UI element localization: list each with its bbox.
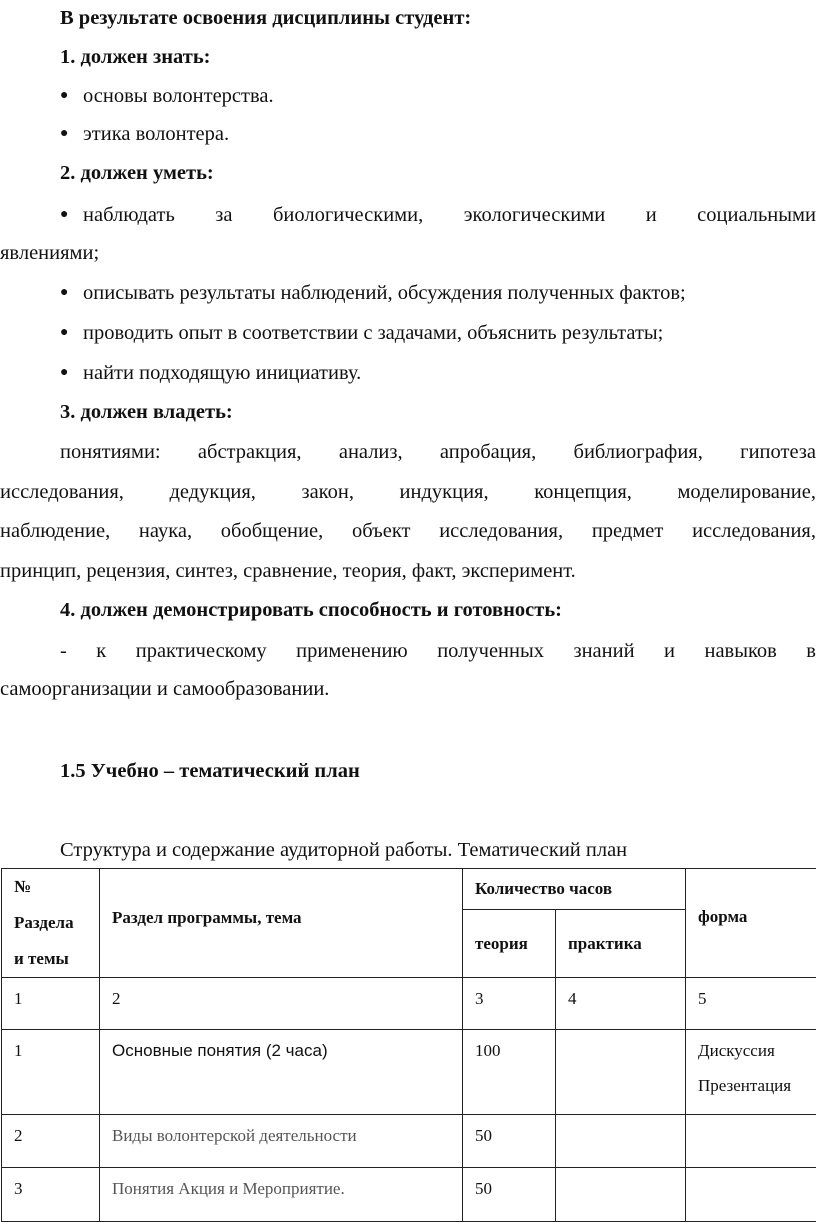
table-row	[2, 1115, 816, 1168]
outcomes-intro: В результате освоения дисциплины студент:	[60, 5, 471, 31]
able-heading: 2. должен уметь:	[60, 160, 214, 186]
row-practice	[556, 1115, 686, 1168]
master-line: принцип, рецензия, синтез, сравнение, теория, факт, эксперимент.	[0, 558, 576, 584]
able-item: проводить опыт в соответствии с задачами, объяснить результаты;	[83, 320, 663, 346]
demonstrate-line: самоорганизации и самообразовании.	[0, 676, 329, 702]
bullet-icon: ●	[60, 121, 68, 147]
column-number: 1	[2, 978, 100, 1030]
row-form	[686, 1168, 816, 1222]
column-number: 5	[686, 978, 816, 1030]
row-theory: 50	[463, 1115, 556, 1168]
plan-caption: Структура и содержание аудиторной работы. Тематический план	[60, 837, 627, 863]
header-section-number: № Раздела и темы	[2, 869, 100, 978]
bullet-icon: ●	[60, 280, 68, 306]
row-number: 1	[2, 1030, 100, 1115]
row-topic: Виды волонтерской деятельности	[100, 1115, 463, 1168]
header-form: форма	[686, 869, 816, 978]
plan-heading: 1.5 Учебно – тематический план	[60, 758, 360, 784]
table-row	[2, 1168, 816, 1222]
know-item: этика волонтера.	[83, 121, 229, 147]
able-item: наблюдать за биологическими, экологическими и социальными	[83, 202, 816, 228]
row-practice	[556, 1168, 686, 1222]
bullet-icon: ●	[60, 83, 68, 109]
demonstrate-line: - к практическому применению полученных знаний и навыков в	[60, 638, 816, 664]
master-line: наблюдение, наука, обобщение, объект исследования, предмет исследования,	[0, 518, 816, 544]
know-heading: 1. должен знать:	[60, 44, 211, 70]
master-heading: 3. должен владеть:	[60, 399, 233, 425]
able-item-continuation: явлениями;	[0, 240, 99, 266]
column-number: 3	[463, 978, 556, 1030]
header-section-topic: Раздел программы, тема	[100, 869, 463, 978]
header-theory: теория	[463, 910, 556, 978]
table-row	[2, 978, 816, 1030]
row-topic: Основные понятия (2 часа)	[100, 1030, 463, 1115]
row-theory: 100	[463, 1030, 556, 1115]
bullet-icon: ●	[60, 320, 68, 346]
row-topic: Понятия Акция и Мероприятие.	[100, 1168, 463, 1222]
thematic-plan-table	[1, 868, 816, 1222]
row-form: Дискуссия Презентация	[686, 1030, 816, 1115]
row-form	[686, 1115, 816, 1168]
table-row	[2, 1030, 816, 1115]
master-line: исследования, дедукция, закон, индукция, концепция, моделирование,	[0, 479, 816, 505]
column-number: 4	[556, 978, 686, 1030]
row-number: 3	[2, 1168, 100, 1222]
demonstrate-heading: 4. должен демонстрировать способность и готовность:	[60, 597, 562, 623]
know-item: основы волонтерства.	[83, 83, 274, 109]
row-number: 2	[2, 1115, 100, 1168]
bullet-icon: ●	[60, 202, 68, 228]
header-hours: Количество часов	[463, 869, 686, 910]
row-practice	[556, 1030, 686, 1115]
row-theory: 50	[463, 1168, 556, 1222]
bullet-icon: ●	[60, 360, 68, 386]
table-header-row	[2, 869, 816, 910]
master-line: понятиями: абстракция, анализ, апробация, библиография, гипотеза	[60, 439, 816, 465]
column-number: 2	[100, 978, 463, 1030]
able-item: описывать результаты наблюдений, обсуждения полученных фактов;	[83, 280, 686, 306]
able-item: найти подходящую инициативу.	[83, 360, 361, 386]
header-practice: практика	[556, 910, 686, 978]
